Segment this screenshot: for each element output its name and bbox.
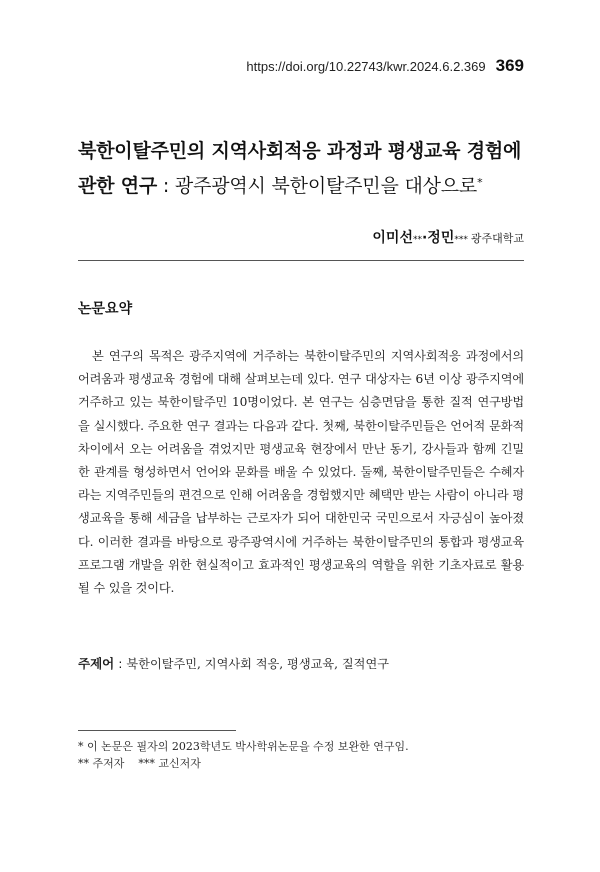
author-2-mark: *** [454, 235, 468, 245]
affiliation: 광주대학교 [470, 232, 524, 245]
title-separator: : [157, 175, 175, 197]
author-1: 이미선 [372, 230, 413, 246]
title-note-mark: * [477, 176, 483, 189]
subtitle: 광주광역시 북한이탈주민을 대상으로 [174, 175, 478, 197]
footnote-3: *** 교신저자 [138, 757, 201, 770]
title-line-2: 관한 연구 [78, 175, 158, 197]
doi-link[interactable]: https://doi.org/10.22743/kwr.2024.6.2.369 [246, 59, 486, 74]
author-2: 정민 [427, 230, 455, 246]
author-line [372, 227, 524, 247]
author-1-mark: ** [412, 235, 422, 245]
footnotes [78, 738, 524, 772]
footnote-2: ** 주저자 [78, 757, 125, 770]
keywords-line [78, 654, 389, 672]
footnote-1: * 이 논문은 필자의 2023학년도 박사학위논문을 수정 보완한 연구임. [78, 740, 409, 753]
paper-title [78, 136, 538, 202]
author-separator: · [421, 230, 428, 246]
keywords-list: 북한이탈주민, 지역사회 적응, 평생교육, 질적연구 [126, 657, 389, 671]
keywords-separator: : [114, 656, 127, 671]
title-line-1: 북한이탈주민의 지역사회적응 과정과 평생교육 경험에 [78, 140, 522, 162]
page-number: 369 [495, 56, 524, 75]
abstract-heading: 논문요약 [78, 301, 133, 317]
abstract-body: 본 연구의 목적은 광주지역에 거주하는 북한이탈주민의 지역사회적응 과정에서의 어려움과 평생교육 경험에 대해 살펴보는데 있다. 연구 대상자는 6년 이상 광주지역에 거주하고 있는 북한이탈주민 10명이었다. 본 연구는 심층면담을 통한 질적 연구방법을 실시했다. 주요한 연구 결과는 다음과 같다. 첫째, 북한이탈주민들은 언어적 문화적 차이에서 오는 어려움을 겪었지만 평생교육 현장에서 만난 동기, 강사들과 함께 긴밀한 관계를 형성하면서 언어와 문화를 배울 수 있었다. 둘째, 북한이탈주민들은 수혜자라는 지역주민들의 편견으로 인해 어려움을 경험했지만 혜택만 받는 사람이 아니라 평생교육을 통해 세금을 납부하는 근로자가 되어 대한민국 국민으로서 자긍심이 높아졌다. 이러한 결과를 바탕으로 광주광역시에 거주하는 북한이탈주민의 통합과 평생교육 프로그램 개발을 위한 현실적이고 효과적인 평생교육의 역할을 위한 기초자료로 활용될 수 있을 것이다. [78, 349, 524, 596]
title-divider [78, 260, 524, 261]
footnote-divider [78, 730, 236, 731]
running-header [246, 56, 524, 76]
keywords-label: 주제어 [78, 656, 115, 671]
footnote-row-2 [78, 755, 524, 772]
